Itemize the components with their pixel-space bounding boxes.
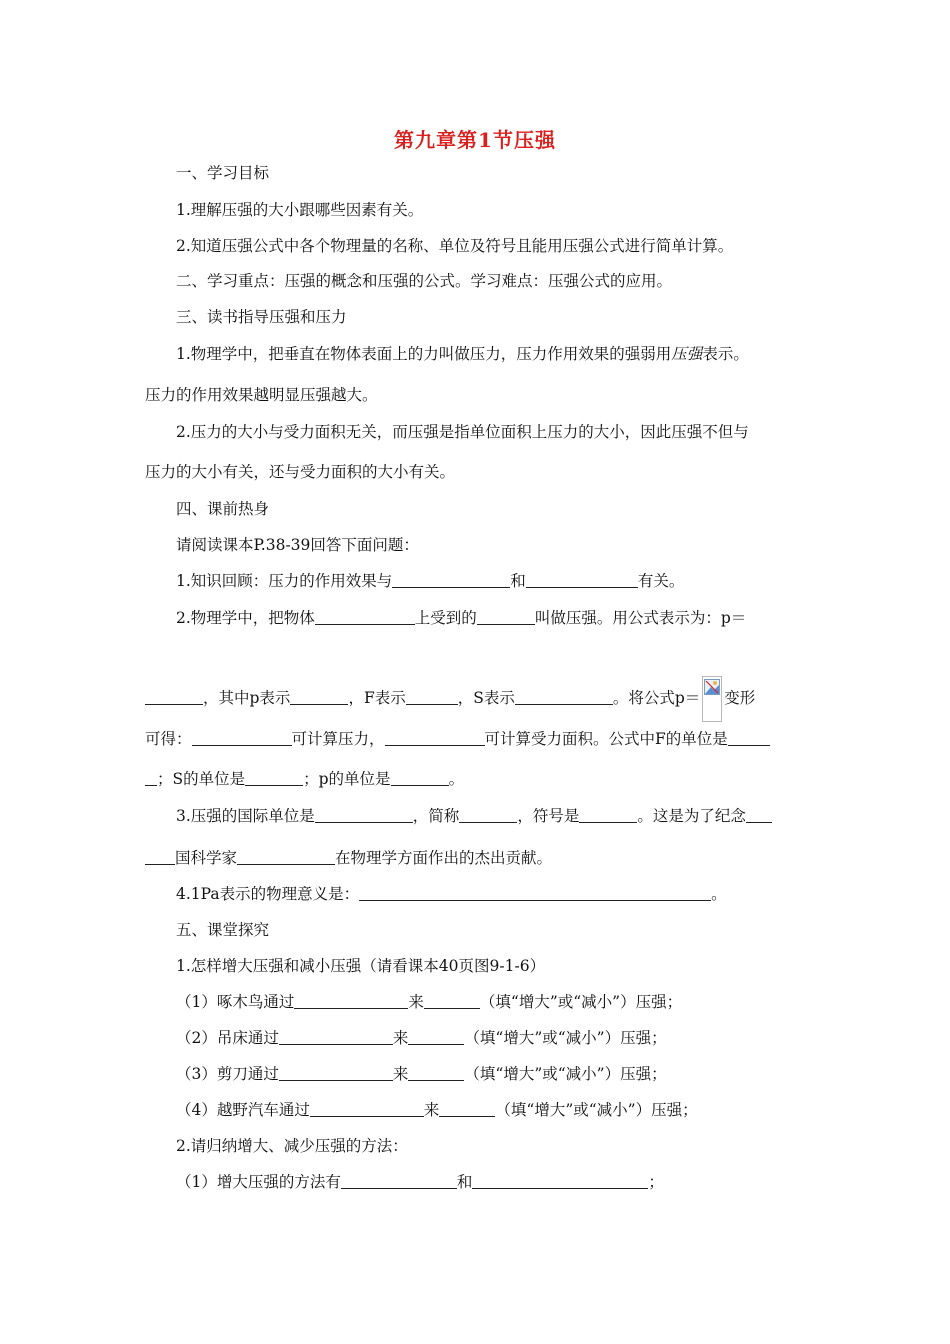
paragraph: 请阅读课本P.38-39回答下面问题： bbox=[176, 536, 419, 554]
list-item: （3）剪刀通过 来 （填“增大”或“减小”）压强； bbox=[176, 1065, 667, 1083]
answer-blank[interactable] bbox=[341, 1172, 457, 1189]
paragraph: 1.怎样增大压强和减小压强（请看课本40页图9-1-6） bbox=[176, 957, 546, 975]
answer-blank[interactable] bbox=[245, 769, 303, 786]
answer-blank[interactable] bbox=[515, 688, 613, 705]
paragraph: 2.请归纳增大、减少压强的方法： bbox=[176, 1137, 408, 1155]
paragraph: 1.物理学中，把垂直在物体表面上的力叫做压力，压力作用效果的强弱用压强表示。 bbox=[176, 345, 749, 363]
answer-blank[interactable] bbox=[439, 1100, 495, 1117]
question-4: 4.1Pa表示的物理意义是： 。 bbox=[176, 885, 727, 903]
section-heading: 一、学习目标 bbox=[176, 164, 270, 182]
question-1: 1.知识回顾：压力的作用效果与 和 有关。 bbox=[176, 572, 685, 590]
answer-blank[interactable] bbox=[192, 729, 292, 746]
formula-image-icon bbox=[702, 676, 722, 722]
answer-blank[interactable] bbox=[392, 571, 510, 588]
answer-blank[interactable] bbox=[391, 769, 449, 786]
paragraph: 1.理解压强的大小跟哪些因素有关。 bbox=[176, 201, 424, 219]
paragraph: 2.知道压强公式中各个物理量的名称、单位及符号且能用压强公式进行简单计算。 bbox=[176, 237, 734, 255]
answer-blank[interactable] bbox=[315, 806, 413, 823]
paragraph: 压力的大小有关，还与受力面积的大小有关。 bbox=[145, 463, 456, 481]
question-2-cont: ；S的单位是 ；p的单位是 。 bbox=[145, 768, 807, 790]
question-2-cont: ，其中p表示 ，F表示 ，S表示 。将公式p＝ 变形 bbox=[145, 676, 807, 722]
answer-blank[interactable] bbox=[408, 1028, 464, 1045]
answer-blank[interactable] bbox=[290, 688, 348, 705]
answer-blank[interactable] bbox=[746, 806, 772, 823]
answer-blank[interactable] bbox=[145, 769, 157, 786]
answer-blank[interactable] bbox=[477, 608, 535, 625]
answer-blank[interactable] bbox=[406, 688, 458, 705]
answer-blank[interactable] bbox=[728, 729, 770, 746]
answer-blank[interactable] bbox=[459, 806, 517, 823]
answer-blank[interactable] bbox=[145, 848, 175, 865]
emphasized-text: 压强 bbox=[671, 345, 703, 363]
page-title: 第九章第1节压强 bbox=[394, 128, 556, 152]
answer-blank[interactable] bbox=[424, 992, 480, 1009]
list-item: （1）增大压强的方法有 和 ； bbox=[176, 1173, 664, 1191]
list-item: （4）越野汽车通过 来 （填“增大”或“减小”）压强； bbox=[176, 1101, 698, 1119]
question-2: 2.物理学中，把物体 上受到的 叫做压强。用公式表示为：p＝ bbox=[176, 609, 747, 627]
answer-blank[interactable] bbox=[315, 608, 415, 625]
section-heading: 四、课前热身 bbox=[176, 500, 270, 518]
section-heading: 五、课堂探究 bbox=[176, 921, 270, 939]
paragraph: 压力的作用效果越明显压强越大。 bbox=[145, 386, 378, 404]
question-2-cont: 可得： 可计算压力， 可计算受力面积。公式中F的单位是 bbox=[145, 728, 807, 750]
question-3-cont: 国科学家 在物理学方面作出的杰出贡献。 bbox=[145, 847, 807, 869]
answer-blank[interactable] bbox=[279, 1028, 393, 1045]
answer-blank[interactable] bbox=[526, 571, 638, 588]
answer-blank[interactable] bbox=[408, 1064, 464, 1081]
answer-blank[interactable] bbox=[145, 688, 203, 705]
paragraph: 二、学习重点：压强的概念和压强的公式。学习难点：压强公式的应用。 bbox=[176, 272, 673, 290]
answer-blank[interactable] bbox=[579, 806, 637, 823]
section-heading: 三、读书指导压强和压力 bbox=[176, 308, 347, 326]
answer-blank[interactable] bbox=[310, 1100, 424, 1117]
answer-blank[interactable] bbox=[385, 729, 485, 746]
list-item: （2）吊床通过 来 （填“增大”或“减小”）压强； bbox=[176, 1029, 667, 1047]
answer-blank[interactable] bbox=[359, 884, 711, 901]
answer-blank[interactable] bbox=[237, 848, 335, 865]
paragraph: 2.压力的大小与受力面积无关，而压强是指单位面积上压力的大小，因此压强不但与 bbox=[176, 423, 749, 441]
answer-blank[interactable] bbox=[279, 1064, 393, 1081]
list-item: （1）啄木鸟通过 来 （填“增大”或“减小”）压强； bbox=[176, 993, 683, 1011]
question-3: 3.压强的国际单位是 ，简称 ，符号是 。这是为了纪念 bbox=[176, 805, 838, 827]
answer-blank[interactable] bbox=[294, 992, 408, 1009]
answer-blank[interactable] bbox=[472, 1172, 648, 1189]
